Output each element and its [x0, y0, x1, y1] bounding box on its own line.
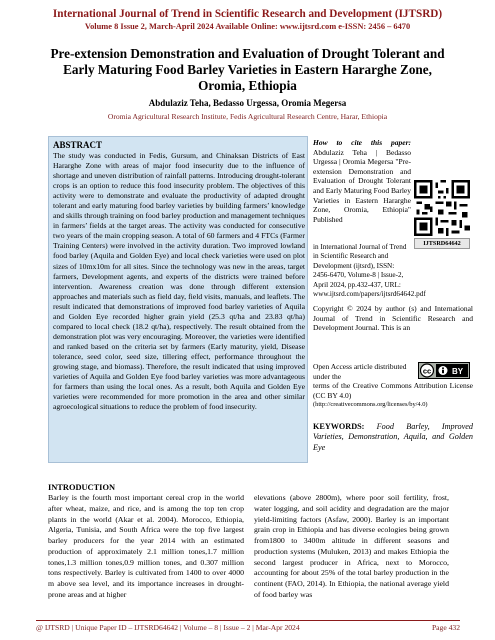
paper-affiliation: Oromia Agricultural Research Institute, Fedis Agricultural Research Centre, Harar, Ethiopia [107, 112, 388, 121]
citation-block [313, 138, 411, 224]
journal-name: International Journal of Trend in Scientific Research and Development (IJTSRD) [52, 8, 443, 20]
qr-code-block [414, 180, 470, 249]
issue-line: Volume 8 Issue 2, March-April 2024 Available Online: www.ijtsrd.com e-ISSN: 2456 – 6470 [84, 22, 411, 31]
svg-text:cc: cc [422, 366, 432, 376]
introduction-right-column: elevations (above 2800m), where poor soil fertility, frost, water logging, and soil acidity and degradation are the major yield-limiting factors (Asfaw, 2000). Barley is an important grain crop in Ethiopia and has diverse ecologies being grown from1800 to 3400m altitude in different seasons and production systems (Muluken, 2013) and makes Ethiopia the second largest producer in Africa, next to Morocco, accounting for about 25% of the total barley production in the continent (FAO, 2014). In Ethiopia, the national average yield of food barley was [254, 493, 449, 599]
abstract-text: The study was conducted in Fedis, Gursum, and Chinaksan Districts of East Hararghe Zone with areas of major food insecurity due to the influence of shortage and uneven distribution of rainfall patterns. Introducing drought-tolerant crops is an option to reduce this food insecurity problem. The objectives of this activity were to demonstrate and evaluate the productivity of adapted drought tolerant and early maturing food barley varieties by building farmers’ knowledge and skills through training on food barley production and management techniques in farmers’ fields at the target areas. The activity was conducted for consecutive two years of the main cropping season. A total of 60 farmers and 4 FTCs (Farmer Training Centers) were involved in the activity duration. Two improved lowland food barley (Aquila and Golden Eye) and local check varieties were used on plot sizes of 10mx10m for all sites. Since the technology was new in the areas, target farmers, Development agents, and experts of the districts were trained before intervention. Awareness creation was done through different extension approaches and materials such as field day, field visits, manuals, and leaflets. The result indicated that demonstrations of improved food barley varieties of Aquila and Golden Eye recorded higher grain yield (25.3 qt/ha and 23.83 qt/ha) compared to local check (18.2 qt/ha), respectively. The result obtained from the demonstration plot was very encouraging. Moreover, the varieties were identified and ranked based on the criteria set by farmers (Early maturity, yield, Disease tolerance, seed color, seed size, tillering effect, performance throughout the growing stage, and biomass). Therefore, the result indicated that using improved varieties of Aquila and Golden Eye food barley varieties was more advantageous for farmers than using the local ones. As a result, both Aquila and Golden Eye varieties were recommended for more promotion in the area and other similar agroecological situations to reduce the problem of food insecurity. [53, 151, 305, 412]
copyright-license: terms of the Creative Commons Attribution License (CC BY 4.0) [313, 381, 473, 400]
paper-authors: Abdulaziz Teha, Bedasso Urgessa, Oromia Megersa [148, 98, 347, 108]
footer-rule [36, 620, 460, 621]
paper-title: Pre-extension Demonstration and Evaluation of Drought Tolerant and Early Maturing Food Barley Varieties in Eastern Hararghe Zone, Oromia, Ethiopia [50, 46, 445, 93]
cc-by-license-icon [418, 362, 470, 379]
paper-id-badge: IJTSRD64642 [414, 238, 470, 249]
license-url: (http://creativecommons.org/licenses/by/4.0) [313, 401, 428, 408]
copyright-open-access: Open Access article distributed under the [313, 362, 407, 381]
qr-code-icon [414, 180, 470, 236]
introduction-left-column: Barley is the fourth most important cereal crop in the world after wheat, maize, and rice, and is among the top ten crop plants in the world (Akar et al. 2004). Morocco, Ethiopia, Algeria, Tunisia, and South Africa were the top five largest barley producers for the year 2014 with an estimated production of approximately 2.1 million tones,1.7 million tones,1.3 million tones,0.9 million tones, and 0.307 million tons respectively. Barley is cultivated from 1400 to over 4000 m above sea level, and its importance increases in drought-prone areas and at higher [48, 493, 244, 599]
footer-info: @ IJTSRD | Unique Paper ID – IJTSRD64642 | Volume – 8 | Issue – 2 | Mar-Apr 2024 [36, 623, 300, 632]
keywords-text: Food Barley, Improved Varieties, Demonstration, Aquila, and Golden Eye [313, 422, 473, 452]
abstract-box [48, 136, 308, 463]
citation-rest: in International Journal of Trend in Scientific Research and Development (ijtsrd), ISSN: 2456-6470, Volume-8 | Issue-2, April 2024, pp.432-437, URL: www.ijtsrd.com/papers/ijtsrd64642.pdf [313, 243, 426, 299]
cc-badge-label: BY [451, 366, 464, 376]
abstract-heading: ABSTRACT [53, 140, 103, 150]
keywords-block [313, 422, 473, 453]
citation-text: Abdulaziz Teha | Bedasso Urgessa | Oromia Megersa "Pre-extension Demonstration and Evaluation of Drought Tolerant and Early Maturing Food Barley Varieties in Eastern Hararghe Zone, Oromia, Ethiopia" Published [313, 147, 411, 224]
keywords-label: KEYWORDS: [313, 422, 365, 431]
introduction-heading: INTRODUCTION [48, 483, 116, 492]
citation-lead: How to cite this paper: [313, 138, 411, 147]
page-number: Page 432 [431, 623, 460, 632]
copyright-text: Copyright © 2024 by author (s) and International Journal of Trend in Scientific Research and Development Journal. This is an [313, 304, 473, 333]
